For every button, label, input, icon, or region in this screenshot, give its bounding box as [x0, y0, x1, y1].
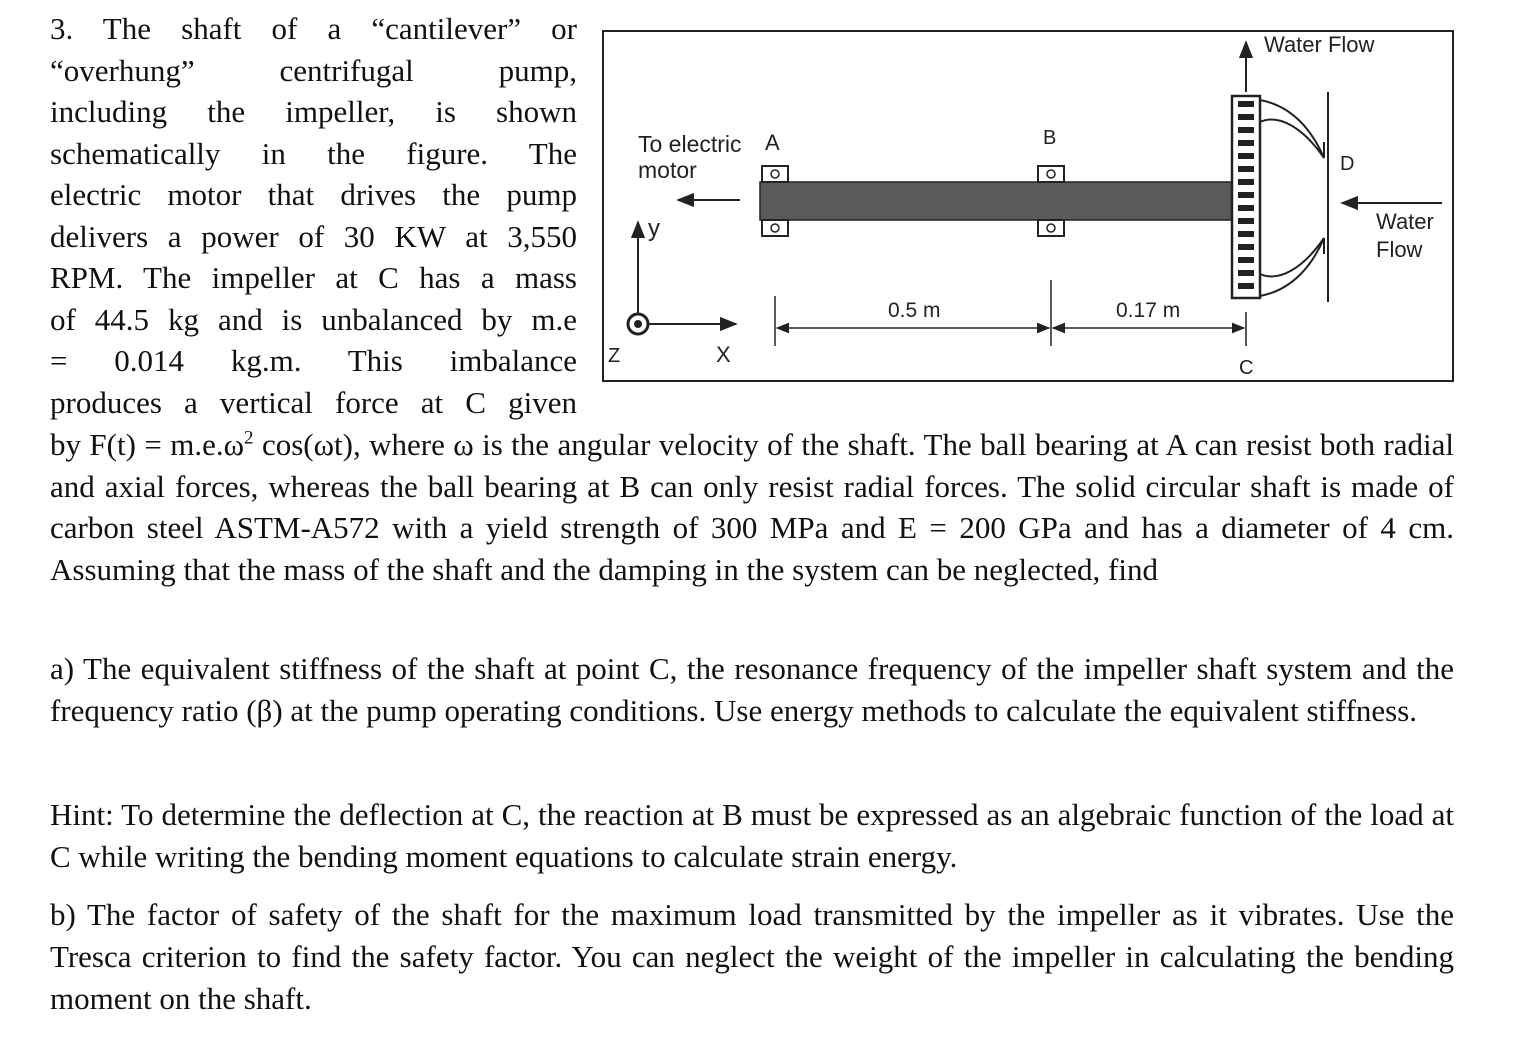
axis-x-label: X — [716, 342, 731, 367]
impeller-hub — [1232, 96, 1260, 298]
problem-intro — [50, 8, 577, 423]
omega-squared-exponent: 2 — [244, 427, 254, 449]
pump-shaft-figure — [602, 30, 1454, 382]
hint-paragraph: Hint: To determine the deflection at C, the reaction at B must be expressed as an algebraic function of the load at C while writing the bending moment equations to calculate strain energy. — [50, 797, 1454, 874]
intro-line: RPM. The impeller at C has a mass — [50, 260, 577, 295]
question-part-b: b) The factor of safety of the shaft for the maximum load transmitted by the impeller as it vibrates. Use the Tresca criterion to find the safety factor. You can neglect the weight of the impeller in calculating the bending moment on the shaft. — [50, 897, 1454, 1016]
problem-continuation — [50, 424, 1454, 590]
intro-line: schematically in the figure. The — [50, 135, 577, 171]
force-equation-text: by F(t) = m.e.ω — [50, 427, 245, 462]
shaft — [760, 182, 1232, 220]
axis-y-label: y — [648, 215, 660, 242]
label-d: D — [1340, 153, 1355, 175]
label-c: C — [1239, 357, 1254, 379]
question-part-a: a) The equivalent stiffness of the shaft at point C, the resonance frequency of the impeller shaft system and the frequency ratio (β) at the pump operating conditions. Use energy methods to calculate the equivalent stiffness. — [50, 651, 1454, 728]
intro-line: = 0.014 kg.m. This imbalance — [50, 343, 577, 378]
intro-line: 3. The shaft of a “cantilever” or — [50, 11, 577, 46]
axis-z-label: Z — [608, 345, 621, 367]
intro-line: including the impeller, is shown — [50, 94, 577, 129]
problem-body-text: cos(ωt), where ω is the angular velocity of the shaft. The ball bearing at A can resist both radial and axial forces, whereas the ball bearing at B can only resist radial forces. The solid circular shaft is made of carbon steel ASTM-A572 with a yield strength of 300 MPa and E = 200 GPa and has a diameter of 4 cm. Assuming that the mass of the shaft and the damping in the system can be neglected, find — [50, 427, 1455, 587]
water-flow-right-label-2: Flow — [1376, 237, 1423, 262]
motor-label-2: motor — [638, 157, 697, 183]
intro-line: “overhung” centrifugal pump, — [50, 52, 577, 88]
intro-line: delivers a power of 30 KW at 3,550 — [50, 218, 577, 254]
label-a: A — [765, 130, 780, 155]
intro-line: of 44.5 kg and is unbalanced by m.e — [50, 301, 577, 337]
dimension-ab-label: 0.5 m — [888, 299, 941, 322]
intro-line: produces a vertical force at C given — [50, 384, 577, 420]
water-flow-top-label: Water Flow — [1264, 32, 1375, 57]
water-flow-right-label-1: Water — [1376, 209, 1434, 234]
motor-label-1: To electric — [638, 131, 742, 157]
dimension-bc-label: 0.17 m — [1116, 299, 1181, 322]
label-b: B — [1043, 127, 1057, 149]
intro-line: electric motor that drives the pump — [50, 177, 577, 212]
